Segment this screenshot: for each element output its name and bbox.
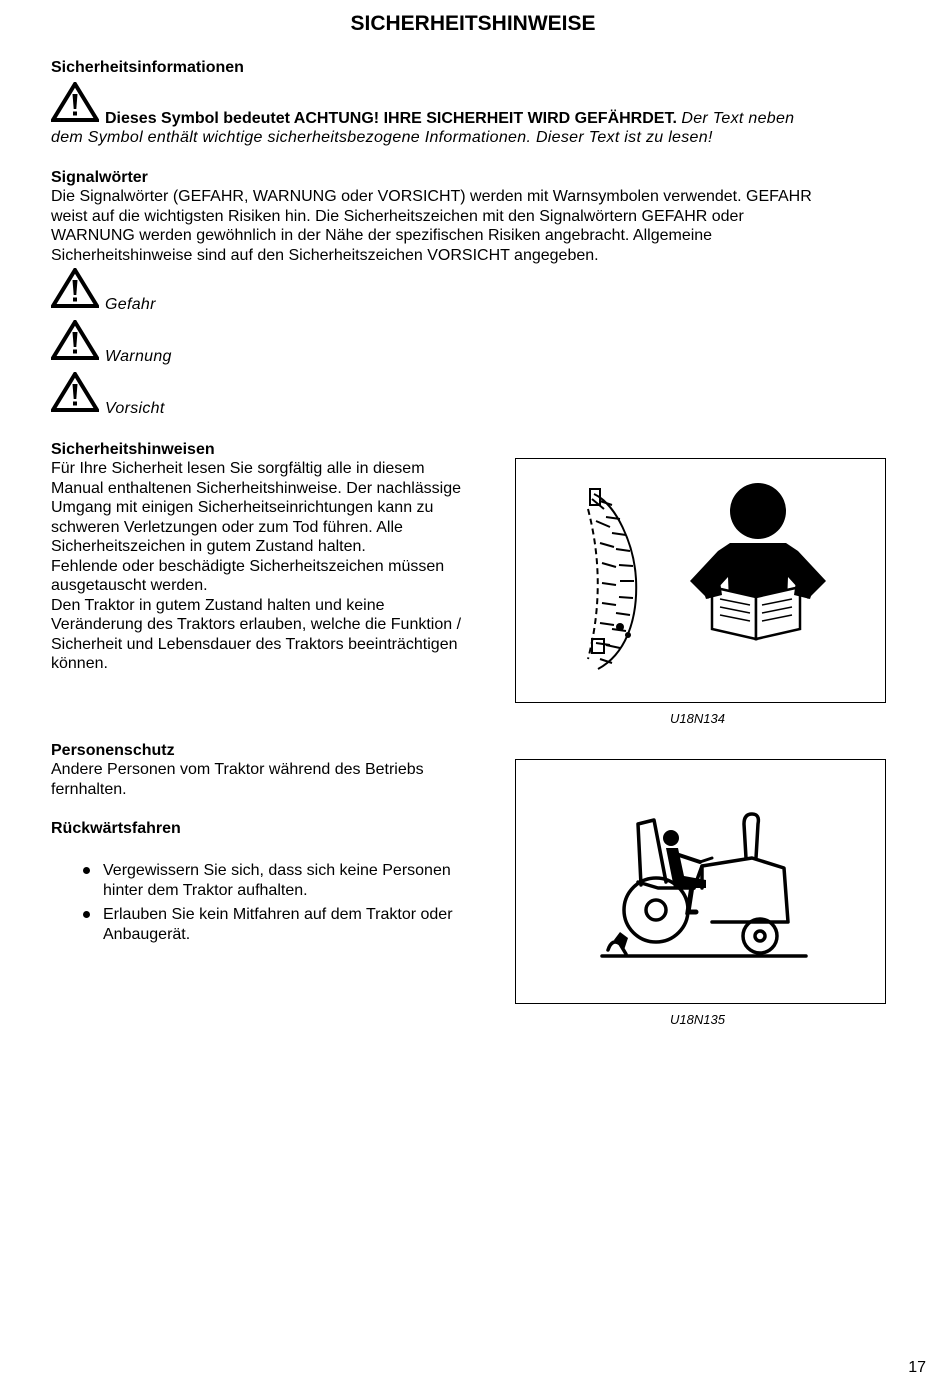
bullet-dot bbox=[83, 867, 90, 874]
signal-word-vorsicht bbox=[51, 372, 251, 417]
list-item bbox=[51, 861, 491, 900]
paragraph-line: weist auf die wichtigsten Risiken hin. Die Sicherheitszeichen mit den Signalwörtern GEFAHR oder bbox=[51, 207, 744, 225]
safety-info-statement bbox=[105, 109, 794, 129]
tractor-illustration bbox=[516, 760, 885, 1003]
paragraph-line: WARNUNG werden gewöhnlich in der Nähe der spezifischen Risiken angebracht. Allgemeine bbox=[51, 227, 713, 244]
bullet-dot bbox=[83, 911, 90, 918]
paragraph-line: Umgang mit einigen Sicherheitseinrichtungen kann zu bbox=[51, 499, 434, 516]
signal-words-paragraph bbox=[51, 187, 812, 265]
signal-word-gefahr bbox=[51, 268, 251, 313]
safety-info-italic-text-2: dem Symbol enthält wichtige sicherheitsbezogene Informationen. Dieser Text ist zu lesen! bbox=[51, 129, 713, 146]
tractor-figure bbox=[515, 759, 886, 1004]
paragraph-line: schweren Verletzungen oder zum Tod führen. Alle bbox=[51, 518, 403, 536]
paragraph-line: Veränderung des Traktors erlauben, welche die Funktion / bbox=[51, 616, 462, 633]
safety-info-italic-text: Der Text neben bbox=[681, 110, 795, 127]
paragraph-line: Andere Personen vom Traktor während des Betriebs bbox=[51, 761, 424, 778]
paragraph-line: Für Ihre Sicherheit lesen Sie sorgfältig alle in diesem bbox=[51, 460, 425, 477]
safety-notes-paragraph bbox=[51, 459, 461, 674]
bullet-line: Erlauben Sie kein Mitfahren auf dem Traktor oder bbox=[103, 906, 453, 923]
safety-notes-heading: Sicherheitshinweisen bbox=[51, 441, 215, 458]
paragraph-line: Die Signalwörter (GEFAHR, WARNUNG oder VORSICHT) werden mit Warnsymbolen verwendet. GEFAHR bbox=[51, 188, 812, 205]
bullet-line: Anbaugerät. bbox=[103, 925, 191, 943]
warning-triangle-icon bbox=[51, 320, 99, 360]
signal-word-label: Warnung bbox=[105, 348, 172, 365]
safety-info-heading: Sicherheitsinformationen bbox=[51, 59, 244, 76]
reversing-heading: Rückwärtsfahren bbox=[51, 820, 181, 837]
paragraph-line: Den Traktor in gutem Zustand halten und keine bbox=[51, 596, 385, 614]
signal-word-label: Gefahr bbox=[105, 296, 156, 313]
bullet-line: hinter dem Traktor aufhalten. bbox=[103, 881, 308, 899]
bullet-line: Vergewissern Sie sich, dass sich keine Personen bbox=[103, 862, 451, 879]
list-item bbox=[51, 905, 491, 944]
paragraph-line: Sicherheit und Lebensdauer des Traktors beeinträchtigen bbox=[51, 635, 458, 653]
paragraph-line: Sicherheitshinweise sind auf den Sicherheitszeichen VORSICHT angegeben. bbox=[51, 246, 599, 264]
paragraph-line: Sicherheitszeichen in gutem Zustand halten. bbox=[51, 538, 366, 555]
page-number: 17 bbox=[908, 1359, 926, 1376]
paragraph-line: können. bbox=[51, 655, 108, 672]
read-manual-illustration bbox=[516, 459, 885, 702]
figure-caption: U18N135 bbox=[670, 1012, 725, 1027]
paragraph-line: ausgetauscht werden. bbox=[51, 577, 208, 594]
paragraph-line: fernhalten. bbox=[51, 780, 127, 798]
signal-words-heading: Signalwörter bbox=[51, 169, 148, 186]
safety-info-bold-text: Dieses Symbol bedeutet ACHTUNG! IHRE SICHERHEIT WIRD GEFÄHRDET. bbox=[105, 110, 677, 127]
signal-word-label: Vorsicht bbox=[105, 400, 165, 417]
read-manual-figure bbox=[515, 458, 886, 703]
warning-triangle-icon bbox=[51, 268, 99, 308]
paragraph-line: Manual enthaltenen Sicherheitshinweise. Der nachlässige bbox=[51, 479, 462, 497]
personal-protection-paragraph bbox=[51, 760, 424, 799]
paragraph-line: Fehlende oder beschädigte Sicherheitszeichen müssen bbox=[51, 557, 445, 575]
signal-word-warnung bbox=[51, 320, 251, 365]
page-title: SICHERHEITSHINWEISE bbox=[350, 12, 596, 35]
figure-caption: U18N134 bbox=[670, 711, 725, 726]
warning-triangle-icon bbox=[51, 372, 99, 412]
reversing-bullet-list bbox=[51, 861, 491, 949]
personal-protection-heading: Personenschutz bbox=[51, 742, 175, 759]
safety-info-warning-icon bbox=[51, 82, 99, 122]
